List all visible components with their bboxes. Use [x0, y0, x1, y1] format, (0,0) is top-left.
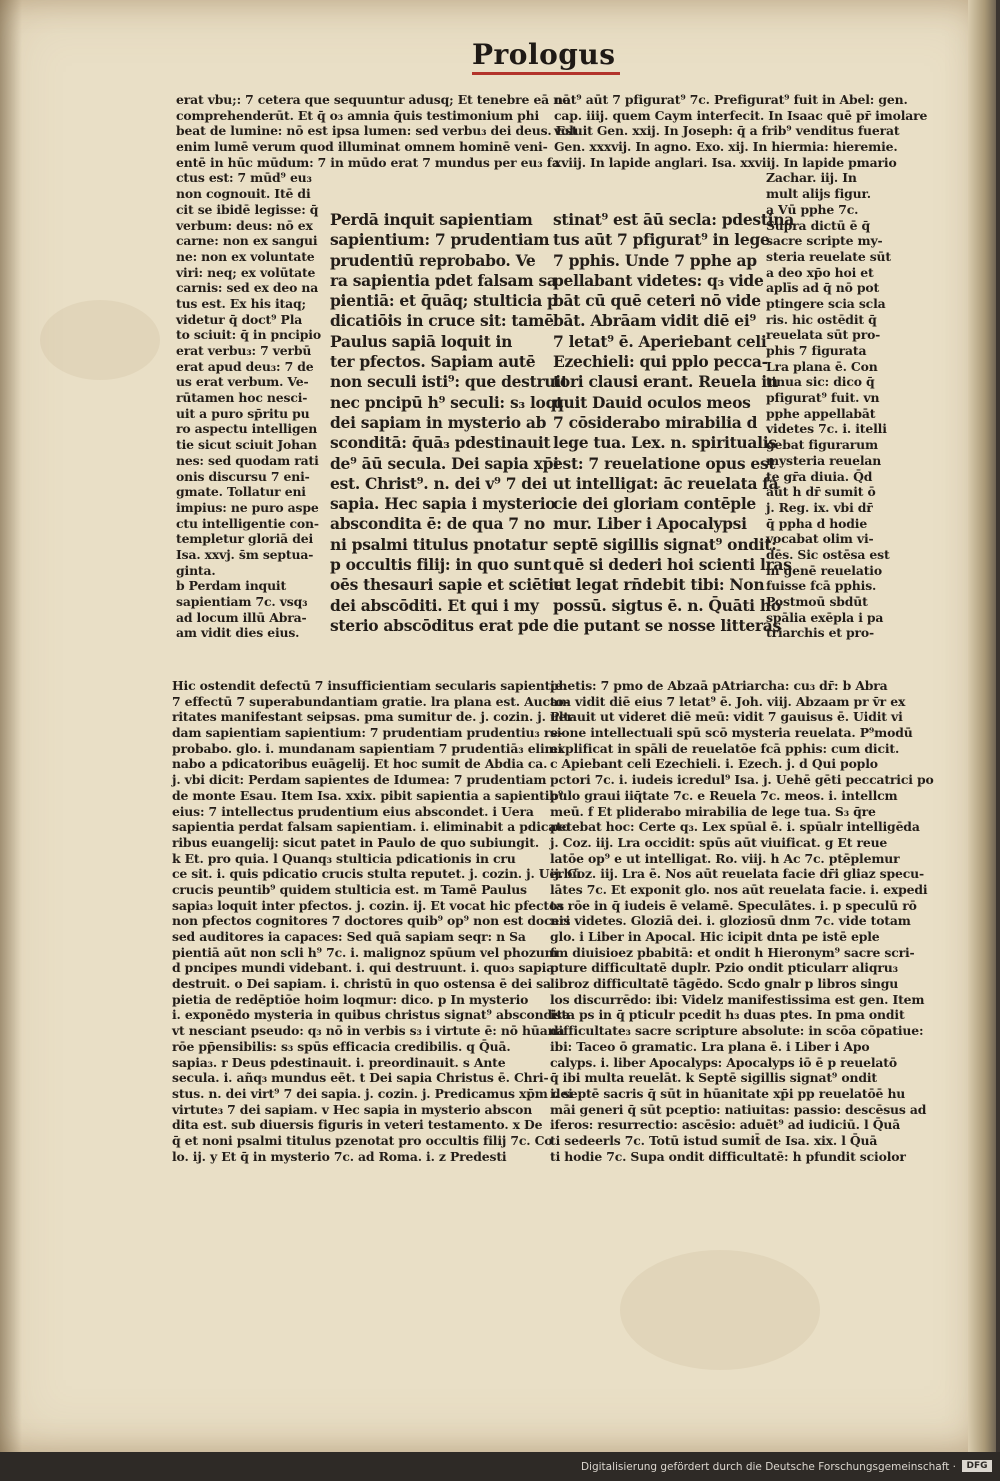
gloss-top-right-line: in genē reuelatio [766, 562, 882, 578]
gloss-top-right-line: te gr̄a diuia. Q̄d [766, 468, 873, 484]
paper-stain [620, 1250, 820, 1370]
gloss-top-right-line: ris. hic ostēdit q̄ [766, 311, 877, 327]
gloss-top-left-line: verbum: deus: nō ex [176, 217, 313, 233]
gloss-top-right-line: xviij. In lapide anglari. Isa. xxviij. In lapide pmario [554, 154, 897, 170]
text-col-1-line: sterio abscōditus erat pde [330, 615, 549, 635]
gloss-bottom-right-line: meū. f Et pliderabo mirabilia de lege tua. S₃ q̄re [550, 803, 876, 819]
gloss-top-left-line: rūtamen hoc nesci- [176, 390, 308, 406]
gloss-top-left-line: to sciuit: q̄ in pncipio [176, 327, 321, 343]
text-col-1-line: sapientium: 7 prudentiam [330, 230, 550, 250]
gloss-bottom-right-line: am vidit diē eius 7 letat⁹ ē. Joh. viij. Abzaam pr v̄r ex [550, 693, 906, 709]
gloss-bottom-left-line: lo. ij. y Et q̄ in mysterio 7c. ad Roma. i. z Predesti [172, 1148, 507, 1164]
gloss-bottom-left-line: Hic ostendit defectū 7 insufficientiam secularis sapientie: [172, 678, 567, 693]
gloss-top-right-line: sacre scripte my- [766, 233, 883, 249]
gloss-bottom-left-line: pientiā aūt non scli h⁹ 7c. i. malignoz spūum vel phozum [172, 944, 558, 960]
text-col-2-line: ut legat rn̄debit tibi: Non [553, 575, 765, 595]
gloss-bottom-left-line: pietia de redēptiōe hoim loqmur: dico. p In mysterio [172, 991, 529, 1007]
text-col-1-line: abscondita ē: de qua 7 no [330, 514, 545, 534]
text-col-2-line: stinat⁹ est āū secla: pdestina [553, 210, 794, 229]
gloss-bottom-left-line: ce sit. i. quis pdicatio crucis stulta reputet. j. cozin. j. Uerbū [172, 866, 581, 882]
gloss-top-right-line: mysteria reuelan [766, 452, 882, 468]
gloss-bottom-left-line: vt nesciant pseudo: q₃ nō in verbis s₃ i virtute ē: nō hūana [172, 1023, 565, 1039]
gloss-top-left-line: erat verbu₃: 7 verbū [176, 343, 312, 358]
gloss-top-left-line: erat vbu;: 7 cetera que sequuntur adusq; Et tenebre eā nō [176, 92, 571, 107]
running-head [472, 38, 622, 78]
gloss-top-left-line: carnis: sed ex deo na [176, 280, 319, 296]
text-col-2-line: possū. sigtus ē. n. Q̄uāti ho [553, 595, 781, 615]
gloss-top-right-line: phis 7 figurata [766, 343, 867, 358]
text-col-2-line: 7 cōsiderabo mirabilia d [553, 412, 758, 432]
gloss-bottom-right-line: c Apiebant celi Ezechieli. i. Ezech. j. d Qui poplo [550, 756, 878, 772]
text-col-1-line: dei sapiam in mysterio ab [330, 412, 547, 432]
gloss-bottom-left-line: probabo. glo. i. mundanam sapientiam 7 prudentiā₃ elimi [172, 740, 563, 756]
text-col-1-line: est. Christ⁹. n. dei v⁹ 7 dei [330, 473, 547, 493]
text-col-1-line: dicatiōis in cruce sit: tamē [330, 311, 554, 331]
gloss-bottom-right-line: latōe op⁹ e ut intelligat. Ro. viij. h Ac 7c. ptēplemur [550, 850, 900, 866]
gloss-bottom-right-line: lātes 7c. Et exponit glo. nos aūt reuelata facie. i. expedi [550, 881, 928, 897]
text-col-1-line: dei abscōditi. Et qui i my [330, 595, 539, 615]
gloss-bottom-left-line: d pncipes mundi videbant. i. qui destruunt. i. quo₃ sapia [172, 960, 555, 976]
digitization-footer [0, 1452, 1000, 1481]
gloss-top-right-line: cap. iiij. quem Caym interfecit. In Isaac quē pr̄ imolare [554, 107, 928, 123]
gloss-top-right-line: dēs. Sic ostēsa est [766, 546, 890, 562]
gloss-bottom-left-line: non pfectos cognitores 7 doctores quib⁹ op⁹ non est doceri [172, 913, 571, 929]
gloss-top-left-line: ro aspectu intelligen [176, 421, 318, 437]
gloss-top-left-line: Isa. xxvj. s̄m septua- [176, 546, 314, 562]
gloss-bottom-left-line: q̄ et noni psalmi titulus pzenotat pro occultis filij 7c. Co [172, 1132, 553, 1148]
text-col-1-line: ter pfectos. Sapiam autē [330, 352, 536, 372]
gloss-top-left-line: erat apud deu₃: 7 de [176, 358, 314, 374]
text-col-1-line: nec pncipū h⁹ seculi: s₃ loqt [330, 392, 563, 412]
gloss-top-right-line: voluit Gen. xxij. In Joseph: q̄ a frib⁹ venditus fuerat [554, 123, 900, 139]
text-col-2-line: mur. Liber i Apocalypsi [553, 514, 747, 534]
text-col-1-line: sapia. Hec sapia i mysterio [330, 494, 556, 514]
dfg-logo: DFG [962, 1460, 992, 1472]
gloss-bottom-right-line: sione intellectuali spū scō mysteria reuelata. P⁹modū [550, 725, 913, 741]
text-col-2-line: quē si dederi hoi scienti lras [553, 555, 792, 575]
gloss-top-right-line: Zachar. iij. In [766, 170, 857, 186]
gloss-top-right-line: steria reuelate sūt [766, 248, 891, 264]
rubric-underline [472, 72, 620, 75]
text-column-2 [553, 210, 794, 650]
gloss-bottom-right-line: difficultate₃ sacre scripture absolute: in scōa cōpatiue: [550, 1023, 924, 1039]
gloss-bottom-left-line: j. vbi dicit: Perdam sapientes de Idumea: 7 prudentiam [172, 772, 547, 788]
gloss-bottom-right-line: pctori 7c. i. iudeis icredul⁹ Isa. j. Uehē gēti peccatrici po [550, 772, 934, 788]
text-col-2-line: pellabant videtes: q₃ vide [553, 270, 764, 290]
gloss-top-left-line: videtur q̄ doct⁹ Pla [176, 311, 303, 327]
gloss-bottom-right-line: petebat hoc: Certe q₃. Lex spūal ē. i. spūalr intelligēda [550, 819, 920, 835]
gloss-bottom-left-line: sapientia perdat falsam sapientiam. i. eliminabit a pdicato [172, 819, 570, 835]
gloss-top-right-line: Gen. xxxvij. In agno. Exo. xij. In hiermia: hieremie. [554, 139, 898, 155]
gloss-top-left-line: onis discursu 7 eni- [176, 468, 310, 484]
gloss-bottom-left-line: eius: 7 intellectus prudentium eius abscondet. i Uera [172, 803, 534, 819]
gloss-top-right-line: Supra dictū ē q̄ [766, 217, 871, 233]
gloss-bottom-right-line: ti hodie 7c. Supa ondit difficultatē: h pfundit sciolor [550, 1148, 906, 1164]
gloss-top-left-line: cit se ibidē legisse: q̄ [176, 201, 319, 217]
gloss-bottom-right-line: nis videtes. Gloziā dei. i. gloziosū dnm 7c. vide totam [550, 913, 911, 929]
gloss-top-right-line: pphe appellabāt [766, 405, 876, 421]
gloss-top-left-line: nes: sed quodam rati [176, 452, 319, 468]
text-col-2-line: tori clausi erant. Reuela in [553, 372, 778, 392]
text-col-2-line: quit Dauid oculos meos [553, 392, 751, 412]
gloss-top-right-line: gebat figurarum [766, 437, 878, 453]
gloss-bottom-right-line: phetis: 7 pmo de Abzaā pAtriarcha: cu₃ dr̄: b Abra [550, 678, 888, 693]
footer-credit: Digitalisierung gefördert durch die Deutsche Forschungsgemeinschaft · [580, 1461, 956, 1473]
gloss-top-right-line: mult alijs figur. [766, 186, 871, 202]
gloss-bottom-left-line: crucis peuntib⁹ quidem stulticia est. m Tamē Paulus [172, 881, 527, 897]
gloss-top-left-line: gmate. Tollatur eni [176, 484, 306, 500]
gloss-top-left-line: entē in hūc mūdum: 7 in mūdo erat 7 mundus per eu₃ fa [176, 154, 560, 170]
gloss-top-right-line: fuisse fcā pphis. [766, 578, 877, 594]
gloss-bottom-right-line: calyps. i. liber Apocalyps: Apocalyps iō ē p reuelatō [550, 1054, 897, 1070]
text-column-1 [330, 210, 568, 650]
gloss-bottom-left-line: de monte Esau. Item Isa. xxix. pibit sapientia a sapientib⁹ [172, 787, 564, 803]
text-col-1-line: Paulus sapiā loquit in [330, 331, 513, 351]
gloss-bottom-right-line: ti sedeerls 7c. Totū istud sumit̄ de Isa. xix. l Q̄uā [550, 1132, 878, 1148]
gloss-top-left-line: us erat verbum. Ve- [176, 374, 309, 390]
gloss-bottom-left-line: sapia₃ loquit inter pfectos. j. cozin. ij. Et vocat hic pfectos [172, 897, 564, 913]
gloss-bottom-left-line: sapia₃. r Deus pdestinauit. i. preordinauit. s Ante [172, 1054, 506, 1070]
gloss-bottom-left-line: ritates manifestant seipsas. pma sumitur de. j. cozin. j. Per [172, 709, 573, 725]
gloss-top-right-line: videtes 7c. i. itelli [766, 421, 887, 437]
gloss-bottom-right-line: ista ps in q̄ pticulr pcedit h₃ duas ptes. In pma ondit [550, 1007, 905, 1023]
gloss-top-right-line: Postmoū sbdūt [766, 594, 868, 609]
gloss-top-left-line: viri: neq; ex volūtate [176, 264, 316, 280]
gloss-top-left-line: enim lumē verum quod illuminat omnem hominē veni- [176, 139, 548, 155]
gloss-bottom-left-line: sed auditores ia capaces: Sed quā sapiam seqr: n Sa [172, 929, 526, 944]
gloss-top-right-line: pfigurat⁹ fuit. vn [766, 390, 880, 406]
gloss-top-left-line: uit a puro sp̄ritu pu [176, 405, 310, 421]
text-col-2-line: ut intelligat: āc reuelata fa [553, 473, 779, 493]
gloss-bottom-left-line: 7 effectū 7 superabundantiam gratie. lra plana est. Aucto- [172, 693, 569, 709]
page-edge [968, 0, 996, 1452]
text-col-2-line: die putant se nosse litteras [553, 615, 781, 635]
gloss-bottom-left-line: destruit. o Dei sapiam. i. christū in quo ostensa ē dei sa [172, 976, 551, 992]
text-col-2-line: bāt. Abrāam vidit diē ei⁹ [553, 311, 756, 331]
gloss-top-left-line: ad locum illū Abra- [176, 609, 307, 625]
gloss-top-right-line: aplīs ad q̄ nō pot [766, 280, 880, 296]
text-col-2-line: est: 7 reuelatione opus est [553, 453, 776, 473]
text-col-2-line: tus aūt 7 pfigurat⁹ in lege [553, 230, 770, 250]
gloss-bottom-right-line: glo. i Liber in Apocal. Hic icipit dnta pe istē eple [550, 929, 880, 944]
gloss-bottom-left-line: ribus euangelij: sicut patet in Paulo de quo subiungit. [172, 834, 540, 850]
gloss-bottom-left-line: secula. i. añq₃ mundus eēt. t Dei sapia Christus ē. Chri- [172, 1070, 549, 1086]
gloss-top-right-line: tinua sic: dico q̄ [766, 374, 875, 390]
gloss-top-left-line: ginta. [176, 562, 216, 578]
gloss-bottom-right-line: q̄ ibi multa reuelāt. k Septē sigillis signat⁹ ondit [550, 1070, 877, 1086]
text-col-2-line: 7 pphis. Unde 7 pphe ap [553, 250, 757, 270]
text-col-1-line: prudentiū reprobabo. Ve [330, 250, 536, 270]
gloss-bottom-right-line: iferos: resurrectio: ascēsio: aduēt⁹ ad iudiciū. l Q̄uā [550, 1117, 901, 1133]
gloss-bottom-right-line: pulo graui iiq̄tate 7c. e Reuela 7c. meos. i. intellcm [550, 787, 898, 803]
gloss-bottom-left-line: nabo a pdicatoribus euāgelij. Et hoc sumit de Abdia ca. [172, 756, 548, 772]
text-col-1-line: sconditā: q̄uā₃ pdestinauit [330, 433, 551, 453]
text-col-2-line: cie dei gloriam contēple [553, 494, 756, 514]
gloss-top-left-line: carne: non ex sangui [176, 233, 318, 249]
text-col-1-line: Perdā inquit sapientiam [330, 210, 533, 229]
gloss-top-left-line: non cognouit. Itē di [176, 186, 311, 202]
text-col-2-line: Ezechieli: qui pplo pecca- [553, 352, 768, 372]
gloss-bottom-right-line: māi generi q̄ sūt pceptio: natiuitas: passio: descēsus ad [550, 1101, 927, 1117]
text-col-1-line: p occultis filij: in quo sunt [330, 555, 551, 575]
gloss-top-left-line: templetur gloriā dei [176, 531, 314, 547]
gloss-top-left-line: ne: non ex voluntate [176, 248, 315, 264]
text-col-1-line: ra sapientia pdet falsam sa [330, 270, 557, 290]
gloss-top-right-line: nat⁹ aūt 7 pfigurat⁹ 7c. Prefigurat⁹ fuit in Abel: gen. [554, 92, 908, 107]
gloss-top-right-line: triarchis et pro- [766, 625, 875, 641]
text-col-1-line: pientiā: et q̄uāq; stulticia p [330, 291, 558, 311]
gloss-bottom-left-line: rōe pp̄ensibilis: s₃ spūs efficacia credibilis. q Q̄uā. [172, 1038, 511, 1054]
gloss-top-right-line: q̄ ppha d hodie [766, 515, 868, 531]
page-gutter-shadow [0, 0, 22, 1452]
gloss-bottom-left-line: k Et. pro quia. l Quanq₃ stulticia pdicationis in cru [172, 850, 516, 866]
gloss-top-right-line: a deo xp̄o hoi et [766, 264, 874, 280]
gloss-bottom-right-line: los discurrēdo: ibi: Videlz manifestissima est gen. Item [550, 991, 925, 1007]
gloss-top-left-line: am vidit dies eius. [176, 625, 300, 641]
gloss-bottom-left-line: dam sapientiam sapientium: 7 prudentiam prudentiu₃ re- [172, 725, 563, 741]
gloss-bottom-left-line: dita est. sub diuersis figuris in veteri testamento. x De [172, 1117, 543, 1133]
text-col-2-line: lege tua. Lex. n. spiritualis [553, 433, 777, 453]
gloss-top-left-line: b Perdam inquit [176, 578, 287, 594]
gloss-top-right-line: a Vū pphe 7c. [766, 201, 859, 217]
gloss-top-left-line: impius: ne puro aspe [176, 499, 319, 515]
gloss-bottom-right-line: libroz difficultatē tāgēdo. Scdo gnalr p libros singu [550, 976, 899, 992]
gloss-top-left-line: ctu intelligentie con- [176, 515, 319, 531]
text-col-2-line: septē sigillis signat⁹ ondit: [553, 534, 777, 554]
gloss-bottom-right-line: ibi: Taceo ō gramatic. Lra plana ē. i Liber i Apo [550, 1038, 870, 1054]
gloss-top-right-line: ptingere scia scla [766, 295, 886, 311]
gloss-top-right-line: Lra plana ē. Con [766, 358, 878, 374]
gloss-top-left-line: comprehenderūt. Et q̄ o₃ amnia q̄uis testimonium phi [176, 107, 540, 123]
gloss-bottom-right-line: i. septē sacris q̄ sūt in hūanitate xp̄i pp reuelatōē hu [550, 1085, 906, 1101]
gloss-top-right-line: reuelata sūt pro- [766, 327, 881, 343]
gloss-bottom-right-line: pture difficultatē duplr. Pzio ondit pticularr aliqru₃ [550, 960, 898, 976]
gloss-bottom-right [550, 678, 934, 1208]
text-col-1-line: de⁹ āū secula. Dei sapia xp̄i [330, 453, 559, 473]
text-col-1-line: ni psalmi titulus pnotatur [330, 534, 547, 554]
gloss-top-left-line: tie sicut sciuit Johan [176, 437, 317, 453]
gloss-top-left-line: tus est. Ex his itaq; [176, 295, 306, 311]
gloss-bottom-left [172, 678, 581, 1208]
text-col-1-line: oēs thesauri sapie et sciētie [330, 575, 564, 595]
gloss-bottom-left-line: i. exponēdo mysteria in quibus christus signat⁹ abscondita [172, 1007, 571, 1023]
gloss-top-right-line: j. Reg. ix. vbi dr̄ [766, 499, 873, 515]
gloss-top-left-line: beat de lumine: nō est ipsa lumen: sed verbu₃ dei deus. Est [176, 123, 578, 139]
gloss-bottom-left-line: stus. n. dei virt⁹ 7 dei sapia. j. cozin. j. Predicamus xp̄m dei [172, 1085, 573, 1101]
gloss-bottom-right-line: explificat in spāli de reuelatōe fcā pphis: cum dicit. [550, 740, 900, 756]
gloss-top-right-line: spālia exēpla i pa [766, 609, 884, 625]
text-col-2-line: 7 letat⁹ ē. Aperiebant celi [553, 331, 767, 351]
gloss-top-left-line: sapientiam 7c. vsq₃ [176, 594, 308, 609]
gloss-top-right-line: vocabat olim vi- [766, 531, 874, 547]
gloss-top-right-line: aūt h dr̄ sumit ō [766, 484, 876, 500]
gloss-bottom-right-line: ultauit ut videret diē meū: vidit 7 gauisus ē. Uidit vi [550, 709, 903, 725]
text-col-2-line: bāt cū quē ceteri nō vide [553, 291, 761, 311]
gloss-bottom-right-line: ij. Coz. iij. Lra ē. Nos aūt reuelata facie dr̄i gliaz specu- [550, 866, 924, 882]
gloss-bottom-left-line: virtute₃ 7 dei sapiam. v Hec sapia in mysterio abscon [172, 1101, 533, 1117]
running-head-text: Prologus [472, 38, 616, 71]
text-col-1-line: non seculi isti⁹: que destruit [330, 372, 568, 392]
gloss-top-left-line: ctus est: 7 mūd⁹ eu₃ [176, 170, 312, 186]
gloss-bottom-right-line: fm diuisioez pbabitā: et ondit h Hieronym⁹ sacre scri- [550, 944, 915, 960]
gloss-bottom-right-line: j. Coz. iij. Lra occidit: spūs aūt viuificat. g Et reue [550, 834, 888, 850]
gloss-bottom-right-line: ta rōe in q̄ iudeis ē velamē. Speculātes. i. p speculū rō [550, 897, 917, 913]
paper-stain [40, 300, 160, 380]
